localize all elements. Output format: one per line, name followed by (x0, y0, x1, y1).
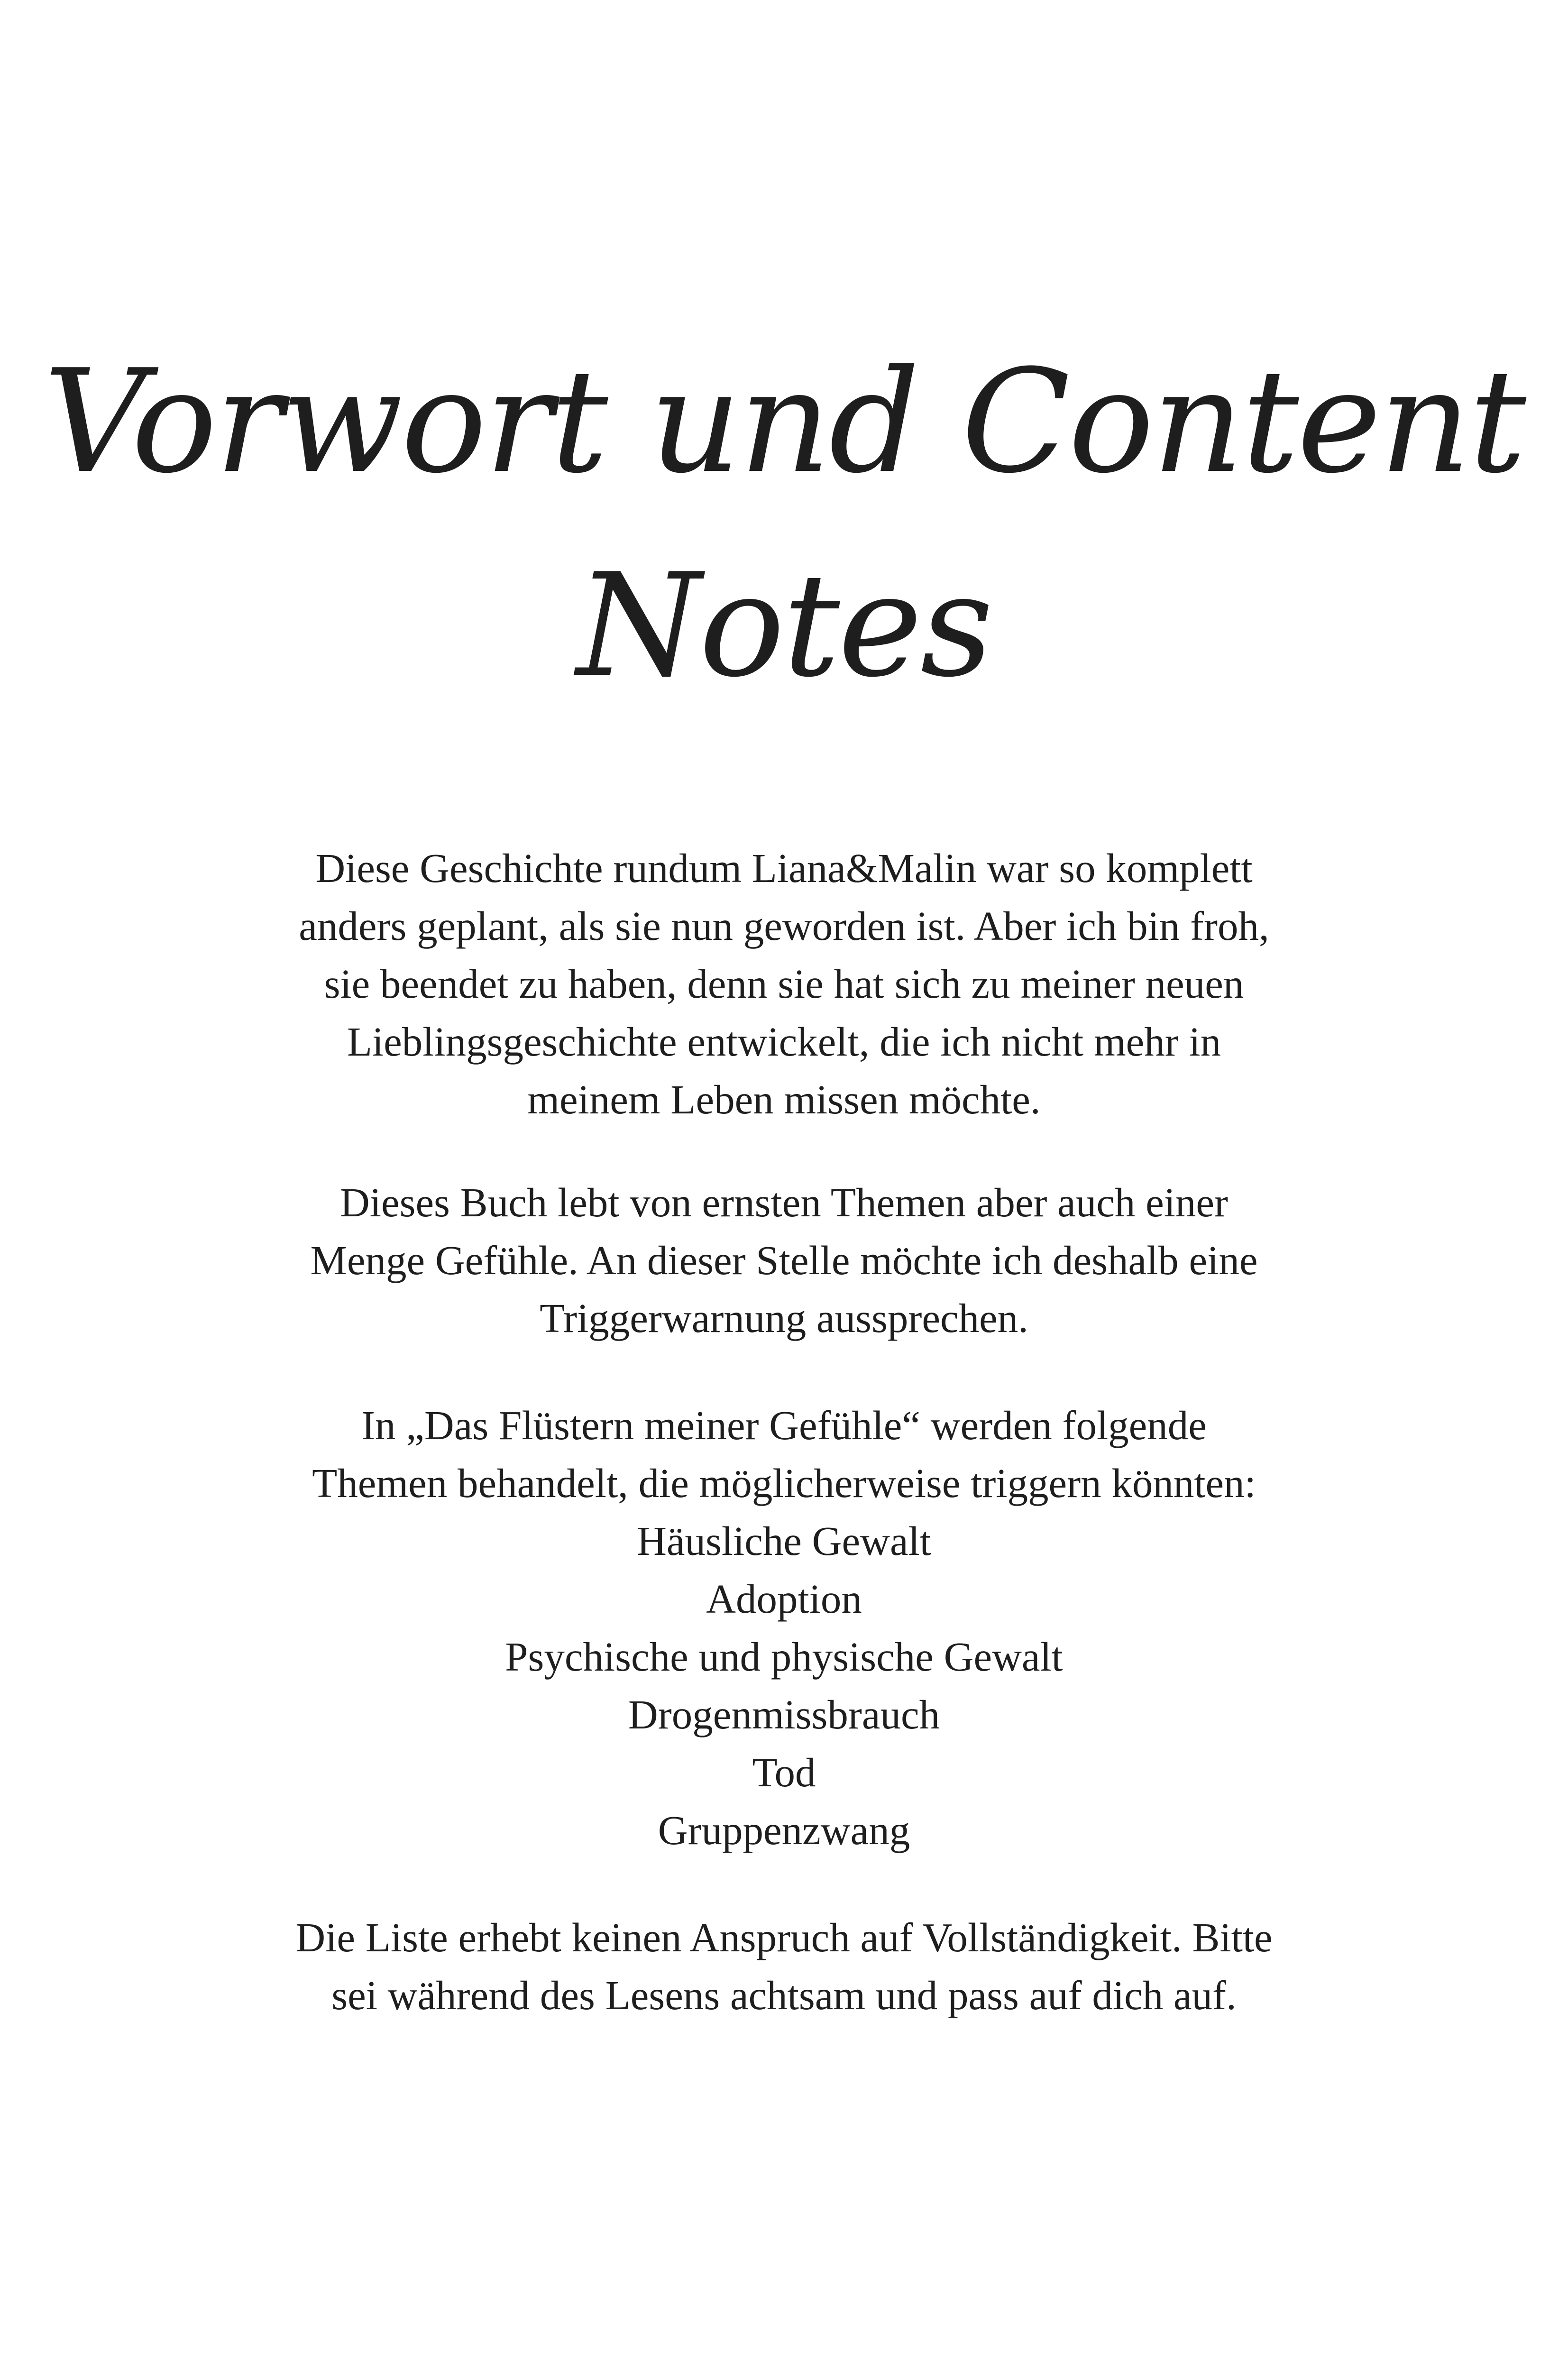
topic-item: Drogenmissbrauch (628, 1691, 940, 1737)
text-line: Die Liste erhebt keinen Anspruch auf Vollständigkeit. Bitte (295, 1914, 1273, 1960)
text-line: sei während des Lesens achtsam und pass auf dich auf. (331, 1972, 1237, 2018)
text-line: anders geplant, als sie nun geworden ist. Aber ich bin froh, (299, 903, 1269, 949)
trigger-intro-paragraph (0, 1174, 1568, 1347)
foreword-paragraph (0, 839, 1568, 1129)
text-line: meinem Leben missen möchte. (527, 1076, 1041, 1122)
topic-item: Häusliche Gewalt (637, 1518, 931, 1564)
content-notes-paragraph (0, 1397, 1568, 1859)
page-title-line-2: Notes (576, 543, 992, 708)
topic-item: Psychische und physische Gewalt (505, 1634, 1063, 1680)
text-line: sie beendet zu haben, denn sie hat sich zu meiner neuen (324, 961, 1244, 1007)
closing-paragraph (0, 1909, 1568, 2024)
page-title-line-1: Vorwort und Content (44, 339, 1524, 505)
text-line: In „Das Flüstern meiner Gefühle“ werden folgende (361, 1402, 1207, 1448)
topic-item: Adoption (706, 1576, 862, 1622)
topic-item: Gruppenzwang (658, 1807, 910, 1853)
text-line: Triggerwarnung aussprechen. (540, 1295, 1028, 1341)
text-line: Dieses Buch lebt von ernsten Themen aber auch einer (339, 1179, 1229, 1225)
text-line: Diese Geschichte rundum Liana&Malin war so komplett (315, 845, 1253, 891)
topic-item: Tod (752, 1749, 816, 1795)
text-line: Themen behandelt, die möglicherweise triggern könnten: (312, 1460, 1256, 1506)
text-line: Lieblingsgeschichte entwickelt, die ich nicht mehr in (347, 1019, 1221, 1065)
text-line: Menge Gefühle. An dieser Stelle möchte ich deshalb eine (310, 1237, 1258, 1283)
